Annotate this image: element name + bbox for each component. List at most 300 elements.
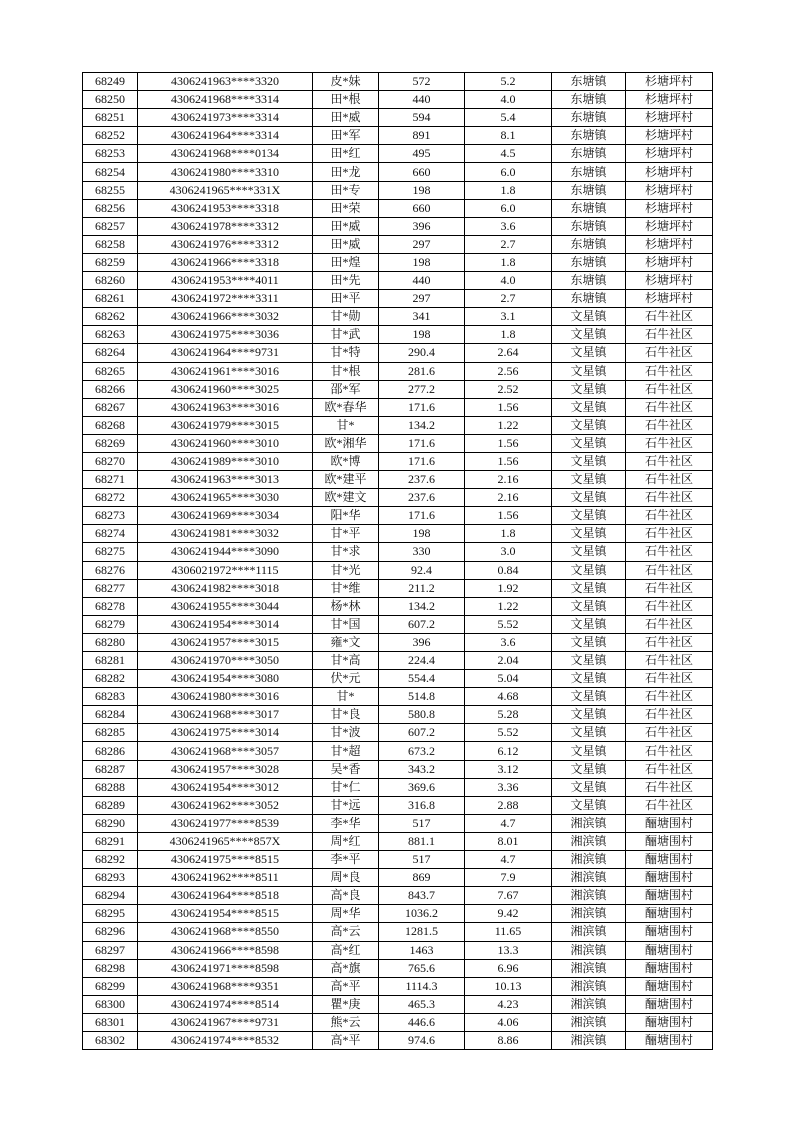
village-cell: 石牛社区 — [626, 452, 713, 470]
village-cell: 石牛社区 — [626, 778, 713, 796]
village-cell: 酾塘围村 — [626, 887, 713, 905]
id-number-cell: 4306241977****8539 — [138, 814, 313, 832]
amount-cell: 843.7 — [379, 887, 465, 905]
town-cell: 湘滨镇 — [552, 1031, 626, 1049]
row-id-cell: 68302 — [83, 1031, 138, 1049]
id-number-cell: 4306241957****3015 — [138, 633, 313, 651]
id-number-cell: 4306241970****3050 — [138, 652, 313, 670]
table-row — [83, 887, 713, 905]
town-cell: 文星镇 — [552, 326, 626, 344]
id-number-cell: 4306241968****3017 — [138, 706, 313, 724]
table-row — [83, 290, 713, 308]
row-id-cell: 68269 — [83, 434, 138, 452]
area-cell: 7.9 — [465, 869, 552, 887]
village-cell: 酾塘围村 — [626, 832, 713, 850]
amount-cell: 171.6 — [379, 507, 465, 525]
village-cell: 酾塘围村 — [626, 814, 713, 832]
name-cell: 田*荣 — [313, 199, 379, 217]
area-cell: 1.56 — [465, 452, 552, 470]
town-cell: 文星镇 — [552, 615, 626, 633]
id-number-cell: 4306241981****3032 — [138, 525, 313, 543]
table-row — [83, 597, 713, 615]
area-cell: 5.4 — [465, 109, 552, 127]
name-cell: 吴*香 — [313, 760, 379, 778]
id-number-cell: 4306241978****3312 — [138, 217, 313, 235]
amount-cell: 171.6 — [379, 434, 465, 452]
town-cell: 湘滨镇 — [552, 851, 626, 869]
table-row — [83, 235, 713, 253]
amount-cell: 198 — [379, 525, 465, 543]
area-cell: 9.42 — [465, 905, 552, 923]
row-id-cell: 68282 — [83, 670, 138, 688]
row-id-cell: 68292 — [83, 851, 138, 869]
amount-cell: 237.6 — [379, 489, 465, 507]
row-id-cell: 68289 — [83, 796, 138, 814]
name-cell: 甘*仁 — [313, 778, 379, 796]
town-cell: 文星镇 — [552, 742, 626, 760]
row-id-cell: 68256 — [83, 199, 138, 217]
name-cell: 甘*维 — [313, 579, 379, 597]
amount-cell: 495 — [379, 145, 465, 163]
area-cell: 5.52 — [465, 615, 552, 633]
row-id-cell: 68273 — [83, 507, 138, 525]
table-row — [83, 977, 713, 995]
village-cell: 酾塘围村 — [626, 1031, 713, 1049]
id-number-cell: 4306241968****3314 — [138, 91, 313, 109]
town-cell: 文星镇 — [552, 362, 626, 380]
name-cell: 田*红 — [313, 145, 379, 163]
row-id-cell: 68294 — [83, 887, 138, 905]
row-id-cell: 68279 — [83, 615, 138, 633]
area-cell: 1.8 — [465, 525, 552, 543]
town-cell: 文星镇 — [552, 489, 626, 507]
table-row — [83, 796, 713, 814]
table-row — [83, 995, 713, 1013]
name-cell: 欧*博 — [313, 452, 379, 470]
table-row — [83, 489, 713, 507]
village-cell: 石牛社区 — [626, 380, 713, 398]
table-row — [83, 851, 713, 869]
amount-cell: 440 — [379, 91, 465, 109]
name-cell: 高*云 — [313, 923, 379, 941]
row-id-cell: 68284 — [83, 706, 138, 724]
id-number-cell: 4306241955****3044 — [138, 597, 313, 615]
amount-cell: 514.8 — [379, 688, 465, 706]
id-number-cell: 4306241989****3010 — [138, 452, 313, 470]
amount-cell: 330 — [379, 543, 465, 561]
id-number-cell: 4306241964****3314 — [138, 127, 313, 145]
row-id-cell: 68293 — [83, 869, 138, 887]
table-row — [83, 199, 713, 217]
amount-cell: 396 — [379, 217, 465, 235]
id-number-cell: 4306241968****8550 — [138, 923, 313, 941]
table-row — [83, 869, 713, 887]
village-cell: 石牛社区 — [626, 416, 713, 434]
area-cell: 4.7 — [465, 814, 552, 832]
town-cell: 东塘镇 — [552, 199, 626, 217]
table-row — [83, 579, 713, 597]
id-number-cell: 4306241976****3312 — [138, 235, 313, 253]
id-number-cell: 4306241965****857X — [138, 832, 313, 850]
village-cell: 石牛社区 — [626, 579, 713, 597]
id-number-cell: 4306241968****3057 — [138, 742, 313, 760]
id-number-cell: 4306241974****8532 — [138, 1031, 313, 1049]
town-cell: 文星镇 — [552, 597, 626, 615]
id-number-cell: 4306021972****1115 — [138, 561, 313, 579]
name-cell: 甘*光 — [313, 561, 379, 579]
name-cell: 甘*远 — [313, 796, 379, 814]
name-cell: 欧*春华 — [313, 398, 379, 416]
table-row — [83, 742, 713, 760]
amount-cell: 607.2 — [379, 724, 465, 742]
table-row — [83, 923, 713, 941]
row-id-cell: 68267 — [83, 398, 138, 416]
row-id-cell: 68261 — [83, 290, 138, 308]
village-cell: 石牛社区 — [626, 760, 713, 778]
area-cell: 5.52 — [465, 724, 552, 742]
row-id-cell: 68270 — [83, 452, 138, 470]
amount-cell: 660 — [379, 199, 465, 217]
id-number-cell: 4306241957****3028 — [138, 760, 313, 778]
area-cell: 2.16 — [465, 471, 552, 489]
table-row — [83, 181, 713, 199]
table-row — [83, 344, 713, 362]
village-cell: 石牛社区 — [626, 633, 713, 651]
id-number-cell: 4306241980****3310 — [138, 163, 313, 181]
name-cell: 田*威 — [313, 109, 379, 127]
table-row — [83, 109, 713, 127]
table-row — [83, 905, 713, 923]
town-cell: 湘滨镇 — [552, 905, 626, 923]
row-id-cell: 68262 — [83, 308, 138, 326]
area-cell: 8.01 — [465, 832, 552, 850]
name-cell: 田*龙 — [313, 163, 379, 181]
table-row — [83, 127, 713, 145]
amount-cell: 171.6 — [379, 452, 465, 470]
town-cell: 文星镇 — [552, 507, 626, 525]
town-cell: 文星镇 — [552, 561, 626, 579]
table-row — [83, 272, 713, 290]
name-cell: 高*平 — [313, 1031, 379, 1049]
amount-cell: 974.6 — [379, 1031, 465, 1049]
id-number-cell: 4306241969****3034 — [138, 507, 313, 525]
amount-cell: 1281.5 — [379, 923, 465, 941]
town-cell: 湘滨镇 — [552, 869, 626, 887]
id-number-cell: 4306241954****3080 — [138, 670, 313, 688]
name-cell: 高*平 — [313, 977, 379, 995]
village-cell: 石牛社区 — [626, 796, 713, 814]
amount-cell: 237.6 — [379, 471, 465, 489]
name-cell: 甘*武 — [313, 326, 379, 344]
name-cell: 高*旗 — [313, 959, 379, 977]
name-cell: 甘* — [313, 688, 379, 706]
table-row — [83, 471, 713, 489]
row-id-cell: 68266 — [83, 380, 138, 398]
town-cell: 文星镇 — [552, 706, 626, 724]
village-cell: 杉塘坪村 — [626, 91, 713, 109]
area-cell: 3.12 — [465, 760, 552, 778]
table-row — [83, 326, 713, 344]
village-cell: 石牛社区 — [626, 742, 713, 760]
id-number-cell: 4306241972****3311 — [138, 290, 313, 308]
town-cell: 东塘镇 — [552, 109, 626, 127]
row-id-cell: 68300 — [83, 995, 138, 1013]
name-cell: 甘* — [313, 416, 379, 434]
town-cell: 湘滨镇 — [552, 887, 626, 905]
table-row — [83, 724, 713, 742]
town-cell: 湘滨镇 — [552, 1013, 626, 1031]
area-cell: 1.56 — [465, 507, 552, 525]
amount-cell: 224.4 — [379, 652, 465, 670]
area-cell: 4.68 — [465, 688, 552, 706]
amount-cell: 281.6 — [379, 362, 465, 380]
village-cell: 酾塘围村 — [626, 995, 713, 1013]
name-cell: 皮*妹 — [313, 73, 379, 91]
name-cell: 甘*平 — [313, 525, 379, 543]
name-cell: 甘*超 — [313, 742, 379, 760]
table-row — [83, 253, 713, 271]
town-cell: 文星镇 — [552, 344, 626, 362]
village-cell: 石牛社区 — [626, 724, 713, 742]
amount-cell: 440 — [379, 272, 465, 290]
amount-cell: 341 — [379, 308, 465, 326]
table-row — [83, 543, 713, 561]
amount-cell: 660 — [379, 163, 465, 181]
name-cell: 周*华 — [313, 905, 379, 923]
amount-cell: 369.6 — [379, 778, 465, 796]
row-id-cell: 68290 — [83, 814, 138, 832]
amount-cell: 1036.2 — [379, 905, 465, 923]
amount-cell: 290.4 — [379, 344, 465, 362]
village-cell: 酾塘围村 — [626, 923, 713, 941]
name-cell: 欧*湘华 — [313, 434, 379, 452]
area-cell: 6.0 — [465, 163, 552, 181]
village-cell: 石牛社区 — [626, 543, 713, 561]
area-cell: 4.0 — [465, 91, 552, 109]
name-cell: 田*军 — [313, 127, 379, 145]
village-cell: 石牛社区 — [626, 489, 713, 507]
name-cell: 杨*林 — [313, 597, 379, 615]
name-cell: 甘*波 — [313, 724, 379, 742]
table-row — [83, 633, 713, 651]
table-row — [83, 434, 713, 452]
amount-cell: 881.1 — [379, 832, 465, 850]
row-id-cell: 68268 — [83, 416, 138, 434]
table-row — [83, 760, 713, 778]
town-cell: 湘滨镇 — [552, 995, 626, 1013]
town-cell: 湘滨镇 — [552, 959, 626, 977]
name-cell: 熊*云 — [313, 1013, 379, 1031]
table-row — [83, 959, 713, 977]
id-number-cell: 4306241982****3018 — [138, 579, 313, 597]
name-cell: 田*平 — [313, 290, 379, 308]
town-cell: 湘滨镇 — [552, 814, 626, 832]
id-number-cell: 4306241954****8515 — [138, 905, 313, 923]
town-cell: 文星镇 — [552, 724, 626, 742]
id-number-cell: 4306241968****0134 — [138, 145, 313, 163]
id-number-cell: 4306241963****3320 — [138, 73, 313, 91]
area-cell: 1.56 — [465, 434, 552, 452]
table-row — [83, 398, 713, 416]
town-cell: 东塘镇 — [552, 127, 626, 145]
table-row — [83, 380, 713, 398]
name-cell: 欧*建文 — [313, 489, 379, 507]
area-cell: 1.22 — [465, 416, 552, 434]
amount-cell: 765.6 — [379, 959, 465, 977]
town-cell: 文星镇 — [552, 760, 626, 778]
area-cell: 2.64 — [465, 344, 552, 362]
area-cell: 6.96 — [465, 959, 552, 977]
name-cell: 田*专 — [313, 181, 379, 199]
village-cell: 杉塘坪村 — [626, 73, 713, 91]
name-cell: 李*华 — [313, 814, 379, 832]
table-row — [83, 145, 713, 163]
area-cell: 4.06 — [465, 1013, 552, 1031]
area-cell: 3.6 — [465, 633, 552, 651]
village-cell: 石牛社区 — [626, 344, 713, 362]
table-row — [83, 217, 713, 235]
amount-cell: 92.4 — [379, 561, 465, 579]
town-cell: 文星镇 — [552, 380, 626, 398]
row-id-cell: 68298 — [83, 959, 138, 977]
area-cell: 1.22 — [465, 597, 552, 615]
id-number-cell: 4306241962****8511 — [138, 869, 313, 887]
town-cell: 东塘镇 — [552, 163, 626, 181]
town-cell: 东塘镇 — [552, 253, 626, 271]
town-cell: 文星镇 — [552, 688, 626, 706]
amount-cell: 198 — [379, 181, 465, 199]
village-cell: 杉塘坪村 — [626, 127, 713, 145]
village-cell: 杉塘坪村 — [626, 145, 713, 163]
amount-cell: 171.6 — [379, 398, 465, 416]
area-cell: 5.04 — [465, 670, 552, 688]
area-cell: 2.7 — [465, 290, 552, 308]
id-number-cell: 4306241954****3012 — [138, 778, 313, 796]
name-cell: 田*煌 — [313, 253, 379, 271]
name-cell: 田*根 — [313, 91, 379, 109]
amount-cell: 869 — [379, 869, 465, 887]
town-cell: 东塘镇 — [552, 181, 626, 199]
id-number-cell: 4306241975****8515 — [138, 851, 313, 869]
town-cell: 文星镇 — [552, 308, 626, 326]
village-cell: 酾塘围村 — [626, 959, 713, 977]
town-cell: 文星镇 — [552, 652, 626, 670]
amount-cell: 580.8 — [379, 706, 465, 724]
id-number-cell: 4306241975****3036 — [138, 326, 313, 344]
id-number-cell: 4306241954****3014 — [138, 615, 313, 633]
table-row — [83, 525, 713, 543]
row-id-cell: 68301 — [83, 1013, 138, 1031]
town-cell: 湘滨镇 — [552, 832, 626, 850]
village-cell: 酾塘围村 — [626, 977, 713, 995]
id-number-cell: 4306241953****4011 — [138, 272, 313, 290]
town-cell: 东塘镇 — [552, 217, 626, 235]
area-cell: 3.1 — [465, 308, 552, 326]
id-number-cell: 4306241967****9731 — [138, 1013, 313, 1031]
records-table-body — [83, 73, 713, 1050]
name-cell: 田*威 — [313, 235, 379, 253]
amount-cell: 554.4 — [379, 670, 465, 688]
town-cell: 文星镇 — [552, 434, 626, 452]
table-row — [83, 362, 713, 380]
village-cell: 杉塘坪村 — [626, 181, 713, 199]
row-id-cell: 68254 — [83, 163, 138, 181]
id-number-cell: 4306241960****3025 — [138, 380, 313, 398]
amount-cell: 1463 — [379, 941, 465, 959]
town-cell: 文星镇 — [552, 471, 626, 489]
row-id-cell: 68264 — [83, 344, 138, 362]
area-cell: 8.86 — [465, 1031, 552, 1049]
id-number-cell: 4306241966****8598 — [138, 941, 313, 959]
village-cell: 杉塘坪村 — [626, 199, 713, 217]
village-cell: 杉塘坪村 — [626, 163, 713, 181]
amount-cell: 517 — [379, 851, 465, 869]
row-id-cell: 68288 — [83, 778, 138, 796]
area-cell: 2.04 — [465, 652, 552, 670]
area-cell: 2.88 — [465, 796, 552, 814]
row-id-cell: 68259 — [83, 253, 138, 271]
village-cell: 石牛社区 — [626, 688, 713, 706]
area-cell: 6.12 — [465, 742, 552, 760]
row-id-cell: 68257 — [83, 217, 138, 235]
amount-cell: 134.2 — [379, 597, 465, 615]
area-cell: 2.56 — [465, 362, 552, 380]
row-id-cell: 68275 — [83, 543, 138, 561]
village-cell: 石牛社区 — [626, 471, 713, 489]
name-cell: 周*红 — [313, 832, 379, 850]
town-cell: 文星镇 — [552, 778, 626, 796]
village-cell: 石牛社区 — [626, 326, 713, 344]
name-cell: 田*威 — [313, 217, 379, 235]
area-cell: 10.13 — [465, 977, 552, 995]
row-id-cell: 68283 — [83, 688, 138, 706]
town-cell: 东塘镇 — [552, 235, 626, 253]
table-row — [83, 561, 713, 579]
row-id-cell: 68265 — [83, 362, 138, 380]
row-id-cell: 68277 — [83, 579, 138, 597]
area-cell: 4.23 — [465, 995, 552, 1013]
row-id-cell: 68271 — [83, 471, 138, 489]
row-id-cell: 68280 — [83, 633, 138, 651]
village-cell: 酾塘围村 — [626, 851, 713, 869]
id-number-cell: 4306241964****8518 — [138, 887, 313, 905]
area-cell: 1.8 — [465, 253, 552, 271]
village-cell: 酾塘围村 — [626, 941, 713, 959]
row-id-cell: 68281 — [83, 652, 138, 670]
village-cell: 酾塘围村 — [626, 905, 713, 923]
area-cell: 3.36 — [465, 778, 552, 796]
amount-cell: 673.2 — [379, 742, 465, 760]
village-cell: 酾塘围村 — [626, 869, 713, 887]
amount-cell: 572 — [379, 73, 465, 91]
area-cell: 3.0 — [465, 543, 552, 561]
village-cell: 杉塘坪村 — [626, 290, 713, 308]
row-id-cell: 68286 — [83, 742, 138, 760]
area-cell: 1.92 — [465, 579, 552, 597]
row-id-cell: 68255 — [83, 181, 138, 199]
village-cell: 石牛社区 — [626, 308, 713, 326]
area-cell: 3.6 — [465, 217, 552, 235]
id-number-cell: 4306241966****3318 — [138, 253, 313, 271]
town-cell: 文星镇 — [552, 633, 626, 651]
village-cell: 石牛社区 — [626, 706, 713, 724]
id-number-cell: 4306241963****3016 — [138, 398, 313, 416]
area-cell: 5.28 — [465, 706, 552, 724]
name-cell: 邵*军 — [313, 380, 379, 398]
table-row — [83, 1031, 713, 1049]
village-cell: 石牛社区 — [626, 507, 713, 525]
amount-cell: 297 — [379, 290, 465, 308]
